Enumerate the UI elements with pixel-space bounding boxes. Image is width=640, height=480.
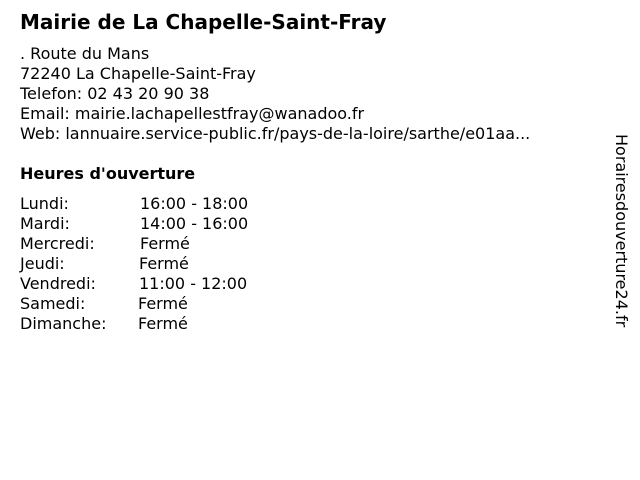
day-label: Mercredi: — [20, 234, 95, 253]
hours-value: Fermé — [140, 234, 190, 253]
day-label: Lundi: — [20, 194, 69, 213]
hours-value: Fermé — [138, 294, 188, 313]
site-watermark: Horairesdouverture24.fr — [612, 134, 631, 328]
phone-line: Telefon: 02 43 20 90 38 — [20, 84, 210, 103]
web-line: Web: lannuaire.service-public.fr/pays-de-la-loire/sarthe/e01aa... — [20, 124, 531, 143]
day-label: Samedi: — [20, 294, 86, 313]
hours-value: 14:00 - 16:00 — [140, 214, 249, 233]
address-block — [20, 44, 530, 144]
page-title: Mairie de La Chapelle-Saint-Fray — [20, 10, 387, 34]
hours-value: Fermé — [139, 254, 189, 273]
city-line: 72240 La Chapelle-Saint-Fray — [20, 64, 256, 83]
hours-value: 16:00 - 18:00 — [140, 194, 249, 213]
day-label: Dimanche: — [20, 314, 107, 333]
day-label: Jeudi: — [20, 254, 65, 273]
street-line: . Route du Mans — [20, 44, 150, 63]
day-label: Vendredi: — [20, 274, 96, 293]
hours-heading: Heures d'ouverture — [20, 164, 196, 183]
hours-value: 11:00 - 12:00 — [139, 274, 248, 293]
day-label: Mardi: — [20, 214, 70, 233]
hours-value: Fermé — [138, 314, 188, 333]
email-line: Email: mairie.lachapellestfray@wanadoo.fr — [20, 104, 365, 123]
